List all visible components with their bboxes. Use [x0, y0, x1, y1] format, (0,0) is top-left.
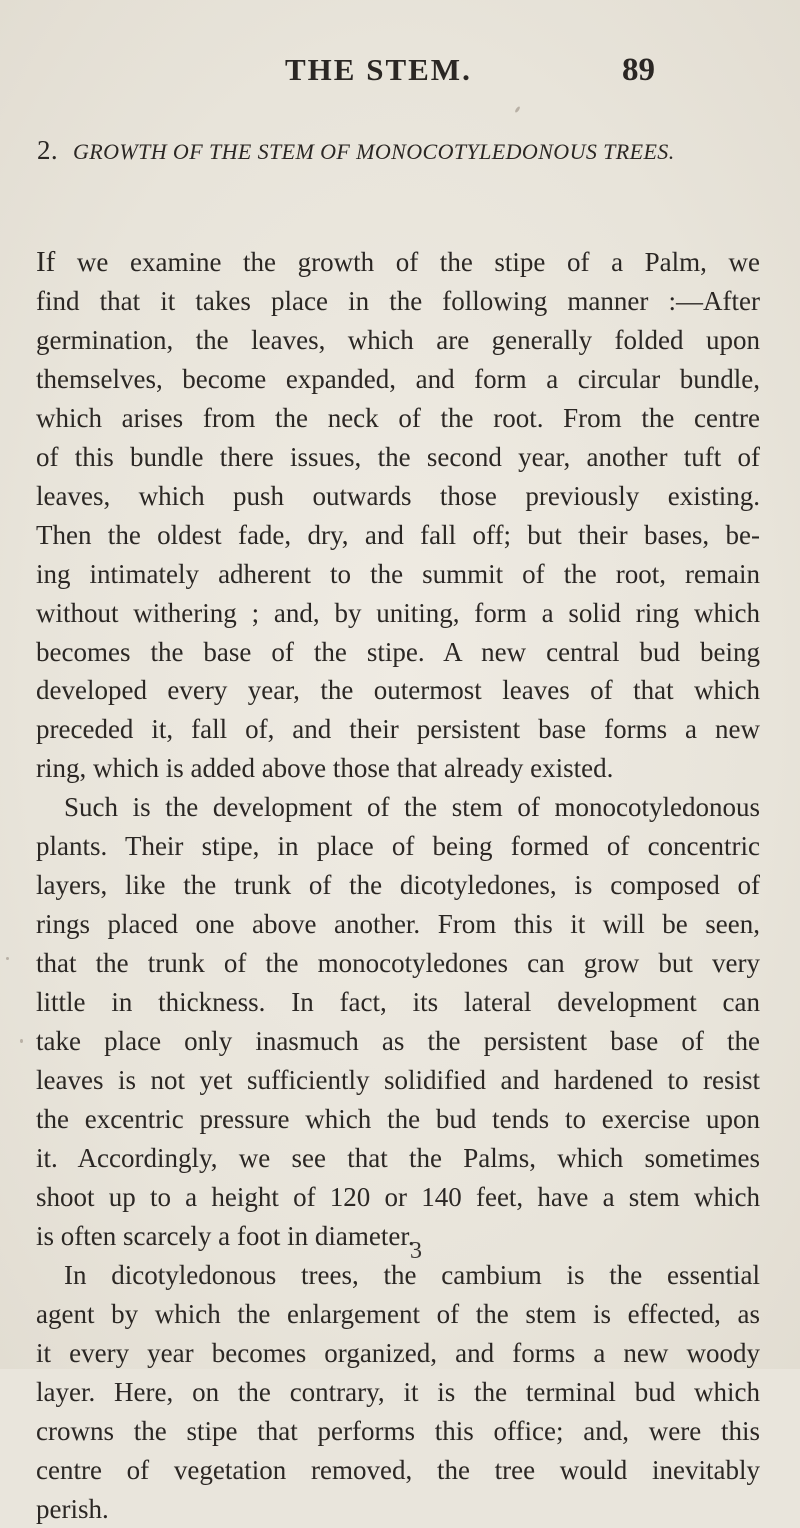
text-line: becomes the base of the stipe. A new central bud being: [36, 633, 760, 672]
text-line: themselves, become expanded, and form a circular bundle,: [36, 360, 760, 399]
paper-speck: [514, 106, 520, 113]
text-line: it. Accordingly, we see that the Palms, which sometimes: [36, 1139, 760, 1178]
text-line: which arises from the neck of the root. From the centre: [36, 399, 760, 438]
text-line: find that it takes place in the following manner :—After: [36, 282, 760, 321]
text-line: ing intimately adherent to the summit of the root, remain: [36, 555, 760, 594]
text-line: developed every year, the outermost leaves of that which: [36, 671, 760, 710]
text-line: agent by which the enlargement of the stem is effected, as: [36, 1295, 760, 1334]
text-line: rings placed one above another. From this it will be seen,: [36, 905, 760, 944]
paragraph-dicot-comparison: [36, 1256, 760, 1528]
text-line: centre of vegetation removed, the tree would inevitably: [36, 1451, 760, 1490]
text-line: crowns the stipe that performs this office; and, were this: [36, 1412, 760, 1451]
text-line: [36, 243, 760, 282]
text-line: shoot up to a height of 120 or 140 feet, have a stem which: [36, 1178, 760, 1217]
text-line-indented: In dicotyledonous trees, the cambium is the essential: [36, 1256, 760, 1295]
text-line: leaves, which push outwards those previously existing.: [36, 477, 760, 516]
paragraph-palm-growth: [36, 243, 760, 788]
signature-mark: 3: [410, 1238, 422, 1265]
section-heading: [37, 135, 757, 166]
body-text: [36, 243, 760, 1528]
text-line-last: perish.: [36, 1490, 760, 1528]
text-line: germination, the leaves, which are generally folded upon: [36, 321, 760, 360]
text-line: little in thickness. In fact, its lateral development can: [36, 983, 760, 1022]
paper-speck: [20, 1039, 23, 1043]
running-head: [0, 52, 800, 92]
text-line: layers, like the trunk of the dicotyledones, is composed of: [36, 866, 760, 905]
text-line: it every year becomes organized, and forms a new woody: [36, 1334, 760, 1373]
page-number: 89: [622, 52, 655, 89]
text-line: of this bundle there issues, the second year, another tuft of: [36, 438, 760, 477]
text-line: that the trunk of the monocotyledones can grow but very: [36, 944, 760, 983]
text-line: take place only inasmuch as the persistent base of the: [36, 1022, 760, 1061]
text-line-content: we examine the growth of the stipe of a Palm, we: [55, 247, 760, 277]
text-line: preceded it, fall of, and their persistent base forms a new: [36, 710, 760, 749]
text-line-last: ring, which is added above those that already existed.: [36, 749, 760, 788]
text-line-last: is often scarcely a foot in diameter.: [36, 1217, 760, 1256]
paper-speck: [6, 957, 9, 960]
text-line-indented: Such is the development of the stem of monocotyledonous: [36, 788, 760, 827]
text-line: plants. Their stipe, in place of being formed of concentric: [36, 827, 760, 866]
text-line: without withering ; and, by uniting, form a solid ring which: [36, 594, 760, 633]
text-line: Then the oldest fade, dry, and fall off; but their bases, be-: [36, 516, 760, 555]
text-line: layer. Here, on the contrary, it is the terminal bud which: [36, 1373, 760, 1412]
drop-cap: If: [36, 246, 55, 278]
text-line: leaves is not yet sufficiently solidified and hardened to resist: [36, 1061, 760, 1100]
text-line: the excentric pressure which the bud tends to exercise upon: [36, 1100, 760, 1139]
section-title: GROWTH OF THE STEM OF MONOCOTYLEDONOUS TREES.: [73, 139, 675, 164]
running-title: THE STEM.: [285, 52, 472, 88]
section-number: 2.: [37, 135, 58, 165]
paragraph-monocot-development: [36, 788, 760, 1255]
